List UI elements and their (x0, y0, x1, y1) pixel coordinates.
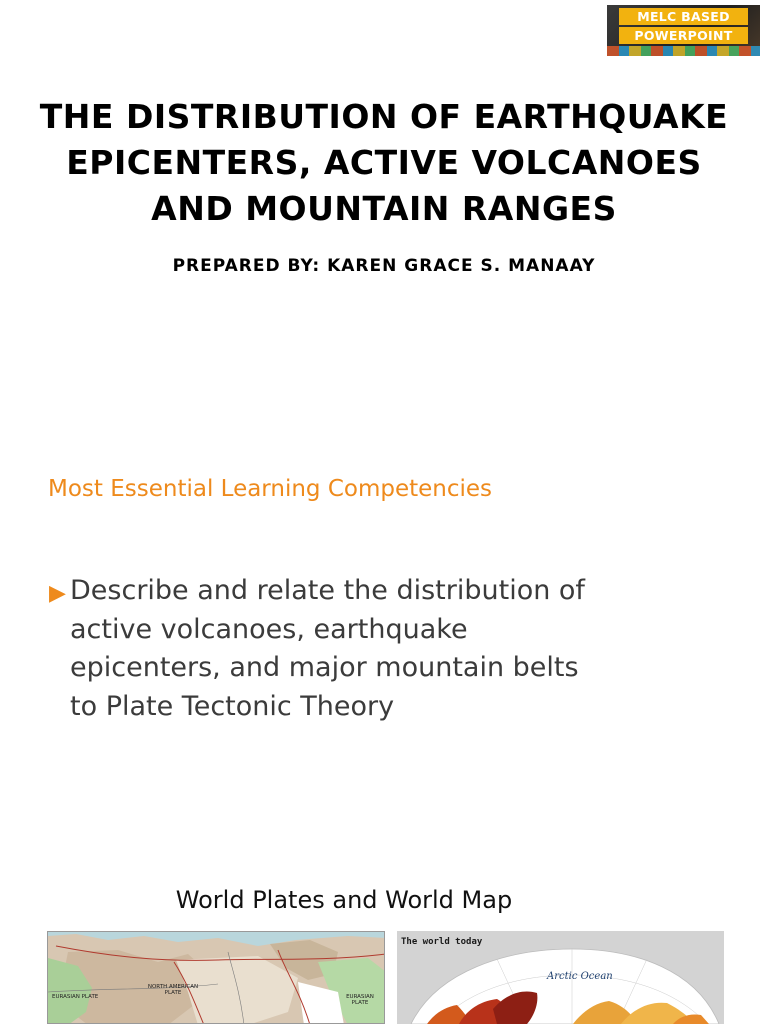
eurasian-plate-label-right: EURASIAN PLATE (346, 994, 374, 1006)
world-today-map (397, 931, 724, 1024)
north-american-plate-label: NORTH AMERICAN PLATE (147, 984, 199, 996)
triangle-right-icon: ▶ (49, 581, 66, 606)
world-today-caption: The world today (401, 937, 483, 947)
title-line-2: EPICENTERS, ACTIVE VOLCANOES (66, 143, 702, 182)
badge-decoration (607, 46, 760, 56)
badge-line-1: MELC BASED (619, 8, 748, 25)
competency-bullet-text: Describe and relate the distribution of active volcanoes, earthquake epicenters, and major mountain belts to Plate Tectonic Theory (70, 575, 585, 722)
plates-map-illustration (48, 932, 385, 1024)
competencies-heading: Most Essential Learning Competencies (48, 476, 493, 502)
world-plates-map (47, 931, 385, 1024)
page-title (20, 94, 748, 232)
eurasian-plate-label-left: EURASIAN PLATE (52, 994, 99, 1000)
melc-powerpoint-badge (607, 5, 760, 56)
author-credit: PREPARED BY: KAREN GRACE S. MANAAY (172, 256, 596, 276)
title-line-3: AND MOUNTAIN RANGES (151, 189, 617, 228)
badge-line-2: POWERPOINT (619, 27, 748, 44)
maps-heading: World Plates and World Map (175, 886, 513, 914)
arctic-ocean-label: Arctic Ocean (547, 971, 613, 982)
title-line-1: THE DISTRIBUTION OF EARTHQUAKE (39, 97, 729, 136)
